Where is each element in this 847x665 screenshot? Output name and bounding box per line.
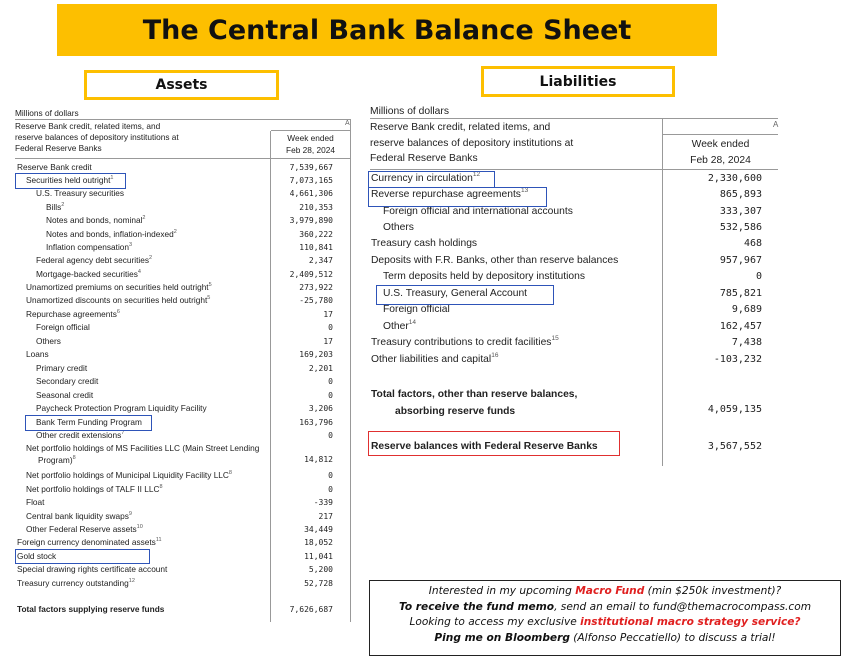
row-value: -25,780 [299,296,333,305]
liabilities-week-date: Feb 28, 2024 [690,155,751,166]
row-label: Unamortized premiums on securities held outright [26,282,209,292]
row-value: 865,893 [719,189,762,200]
promo-bold: Ping me on Bloomberg [434,631,570,644]
row-label: Deposits with F.R. Banks, other than reserve balances [371,255,619,266]
row-value: 2,409,512 [289,270,333,279]
footnote: 2 [61,202,65,208]
table-row [15,510,351,523]
table-row [370,220,778,237]
assets-week-date: Feb 28, 2024 [286,145,335,155]
row-label: Notes and bonds, inflation-indexed [46,229,174,239]
row-label: Float [26,497,45,507]
row-value: 0 [755,271,762,282]
assets-header-rule [15,158,351,159]
row-value: 0 [328,391,333,400]
row-label: Notes and bonds, nominal [46,215,143,225]
row-label: Treasury cash holdings [371,238,478,249]
row-value: 2,201 [308,364,333,373]
footnote: 4 [137,269,141,275]
row-value: -339 [313,498,333,507]
row-label: U.S. Treasury securities [36,188,125,198]
row-value: 34,449 [304,525,333,534]
row-value: 7,438 [731,337,762,348]
footnote: 11 [155,537,162,543]
footnote: 2 [142,215,146,221]
table-row [15,201,351,214]
table-row [15,268,351,281]
row-value: 11,041 [304,552,333,561]
table-row [15,563,351,576]
row-value: 169,203 [299,350,333,359]
footnote: 5 [208,282,212,288]
currency-highlight [368,171,495,188]
assets-column-marker: A [345,120,350,127]
row-label: Treasury currency outstanding [17,578,129,588]
promo-line [370,615,840,631]
row-value: 273,922 [299,283,333,292]
row-value: 2,330,600 [707,173,762,184]
promo-email-text: , send an email to fund@themacrocompass.com [554,600,812,613]
row-value: 5,200 [308,565,333,574]
promo-box [369,580,841,656]
liabilities-header-line: reserve balances of depository institutions at [370,137,574,149]
row-value: 0 [328,471,333,480]
row-label: Mortgage-backed securities [36,269,138,279]
table-row [15,228,351,241]
page-title: The Central Bank Balance Sheet [142,14,632,46]
table-row [15,577,351,590]
row-value: 2,347 [308,256,333,265]
row-value: 3,206 [308,404,333,413]
table-row [15,496,351,509]
footnote: 12 [472,171,481,178]
row-label: Loans [26,349,49,359]
row-value: 162,457 [719,321,762,332]
table-row [15,442,351,466]
assets-label: Assets [84,70,279,100]
row-label: Central bank liquidity swaps [26,511,129,521]
row-value: 17 [323,337,333,346]
row-label: Net portfolio holdings of TALF II LLC [26,484,160,494]
row-label: Other credit extensions [36,430,122,440]
row-label-continued: absorbing reserve funds [395,406,516,417]
assets-header-line: Reserve Bank credit, related items, and [15,121,161,131]
promo-highlight: institutional macro strategy service? [580,616,801,628]
table-row [370,352,778,369]
row-label: Other [383,321,409,332]
row-value: 957,967 [719,255,762,266]
liabilities-week-rule [663,134,778,135]
liabilities-units: Millions of dollars [370,106,449,117]
table-row [15,321,351,334]
footnote: 9 [128,511,132,517]
table-row [15,281,351,294]
table-row [15,241,351,254]
row-label: Reserve balances with Federal Reserve Banks [371,441,598,452]
row-value: -103,232 [713,354,762,365]
securities-highlight [15,173,126,189]
liabilities-column-marker: A [773,120,779,129]
promo-text: (min $250k investment)? [644,585,782,597]
row-label: Foreign official [36,322,90,332]
footnote: 15 [551,335,559,342]
row-value: 7,073,165 [289,176,333,185]
assets-header [15,121,179,155]
footnote: 16 [491,352,499,359]
row-label: Bank Term Funding Program [36,417,142,427]
table-row [15,483,351,496]
promo-highlight: Macro Fund [575,585,645,597]
table-row [15,375,351,388]
assets-header-line: reserve balances of depository institutions at [15,132,179,143]
row-label: U.S. Treasury, General Account [383,288,528,299]
row-value: 532,586 [719,222,762,233]
footnote: 5 [207,295,211,301]
table-row [370,253,778,270]
assets-week-label: Week ended [287,133,334,143]
liabilities-header [370,120,573,167]
table-row [370,335,778,352]
table-row [15,254,351,267]
row-value: 0 [328,431,333,440]
row-label: Repurchase agreements [26,309,117,319]
footnote: 2 [173,229,177,235]
row-value: 4,661,306 [289,189,333,198]
row-label: Treasury contributions to credit facilities [371,337,552,348]
row-label: Primary credit [36,363,88,373]
table-row [15,362,351,375]
row-label: Other liabilities and capital [371,354,492,365]
row-value: 110,841 [299,243,333,252]
row-value: 3,567,552 [707,441,762,452]
row-label: Term deposits held by depository institutions [383,271,586,282]
liabilities-week-label: Week ended [691,139,750,150]
row-label: Securities held outright [26,175,111,185]
liabilities-header-line: Reserve Bank credit, related items, and [370,122,551,133]
total-row [370,386,778,420]
row-label: Foreign official [383,304,450,315]
row-label: Net portfolio holdings of Municipal Liquidity Facility LLC [26,470,229,480]
table-row [15,294,351,307]
row-value: 217 [318,512,333,521]
footnote: 2 [149,255,153,261]
row-value: 785,821 [719,288,762,299]
footnote: 3 [129,242,133,248]
row-value: 0 [328,323,333,332]
row-value: 163,796 [299,418,333,427]
table-row [370,236,778,253]
table-row [15,214,351,227]
row-label: Others [36,336,61,346]
promo-bold: To receive the fund memo [398,600,555,613]
row-label: Unamortized discounts on securities held outright [26,295,208,305]
tga-highlight [376,285,554,305]
total-row [15,603,351,616]
row-label: Paycheck Protection Program Liquidity Facility [36,403,207,413]
footnote: 12 [128,578,135,584]
row-label: Foreign official and international accounts [383,206,573,217]
row-label: Gold stock [17,551,57,561]
table-row [15,523,351,536]
row-value: 4,059,135 [707,404,762,415]
promo-line [370,600,840,616]
promo-line [370,631,840,647]
assets-week-rule [271,130,351,131]
row-label: Inflation compensation [46,242,130,252]
table-row [370,319,778,336]
row-label: Seasonal credit [36,390,94,400]
row-label: Special drawing rights certificate account [17,564,168,574]
table-row [15,308,351,321]
row-label: Other Federal Reserve assets [26,524,137,534]
liabilities-top-rule [370,118,778,119]
row-label: Currency in circulation [371,173,473,184]
reserve-balances-highlight [368,431,620,456]
row-value: 18,052 [304,538,333,547]
row-label: Bills [46,202,62,212]
row-label: Total factors supplying reserve funds [17,604,165,614]
promo-text: (Alfonso Peccatiello) to discuss a trial! [569,631,776,644]
footnote: 6 [116,309,120,315]
row-value: 0 [328,377,333,386]
row-value: 0 [328,485,333,494]
row-value: 3,979,890 [289,216,333,225]
row-value: 14,812 [304,455,333,464]
row-value: 333,307 [719,206,762,217]
promo-text: Looking to access my exclusive [409,616,581,628]
assets-units: Millions of dollars [15,108,79,118]
footnote: 8 [228,470,232,476]
footnote: 8 [159,484,163,490]
row-label: Secondary credit [36,376,99,386]
table-row [15,402,351,415]
row-label: Foreign currency denominated assets [17,537,156,547]
table-row [15,536,351,549]
footnote: 13 [520,187,529,194]
table-row [15,389,351,402]
table-row [15,335,351,348]
row-label: Federal agency debt securities [36,255,149,265]
promo-text: Interested in my upcoming [428,585,576,597]
row-value: 7,539,667 [289,163,333,172]
row-label: Others [383,222,414,233]
row-value: 17 [323,310,333,319]
table-row [370,269,778,286]
btfp-highlight [25,415,152,431]
row-label: Reserve Bank credit [17,162,92,172]
reverse-repo-highlight [368,187,547,207]
footnote: 8 [72,455,76,461]
gold-stock-highlight [15,549,150,564]
footnote: 7 [121,430,125,436]
row-value: 468 [743,238,762,249]
row-label: Net portfolio holdings of MS Facilities LLC (Main Street Lending Program) [26,443,260,465]
assets-top-rule [15,119,351,120]
row-value: 52,728 [304,579,333,588]
row-label: Reverse repurchase agreements [371,189,521,200]
assets-header-line: Federal Reserve Banks [15,143,102,154]
row-label: Total factors, other than reserve balances, [371,389,578,400]
footnote: 14 [408,319,416,326]
row-value: 9,689 [731,304,762,315]
row-value: 210,353 [299,203,333,212]
liabilities-header-line: Federal Reserve Banks [370,153,478,164]
promo-line [370,584,840,600]
table-row [15,348,351,361]
table-row [15,469,351,482]
row-value: 7,626,687 [289,605,333,614]
footnote: 1 [110,175,114,181]
footnote: 10 [136,524,143,530]
liabilities-header-rule [370,169,778,170]
row-value: 360,222 [299,230,333,239]
liabilities-label: Liabilities [481,66,675,97]
title-banner [57,4,717,56]
